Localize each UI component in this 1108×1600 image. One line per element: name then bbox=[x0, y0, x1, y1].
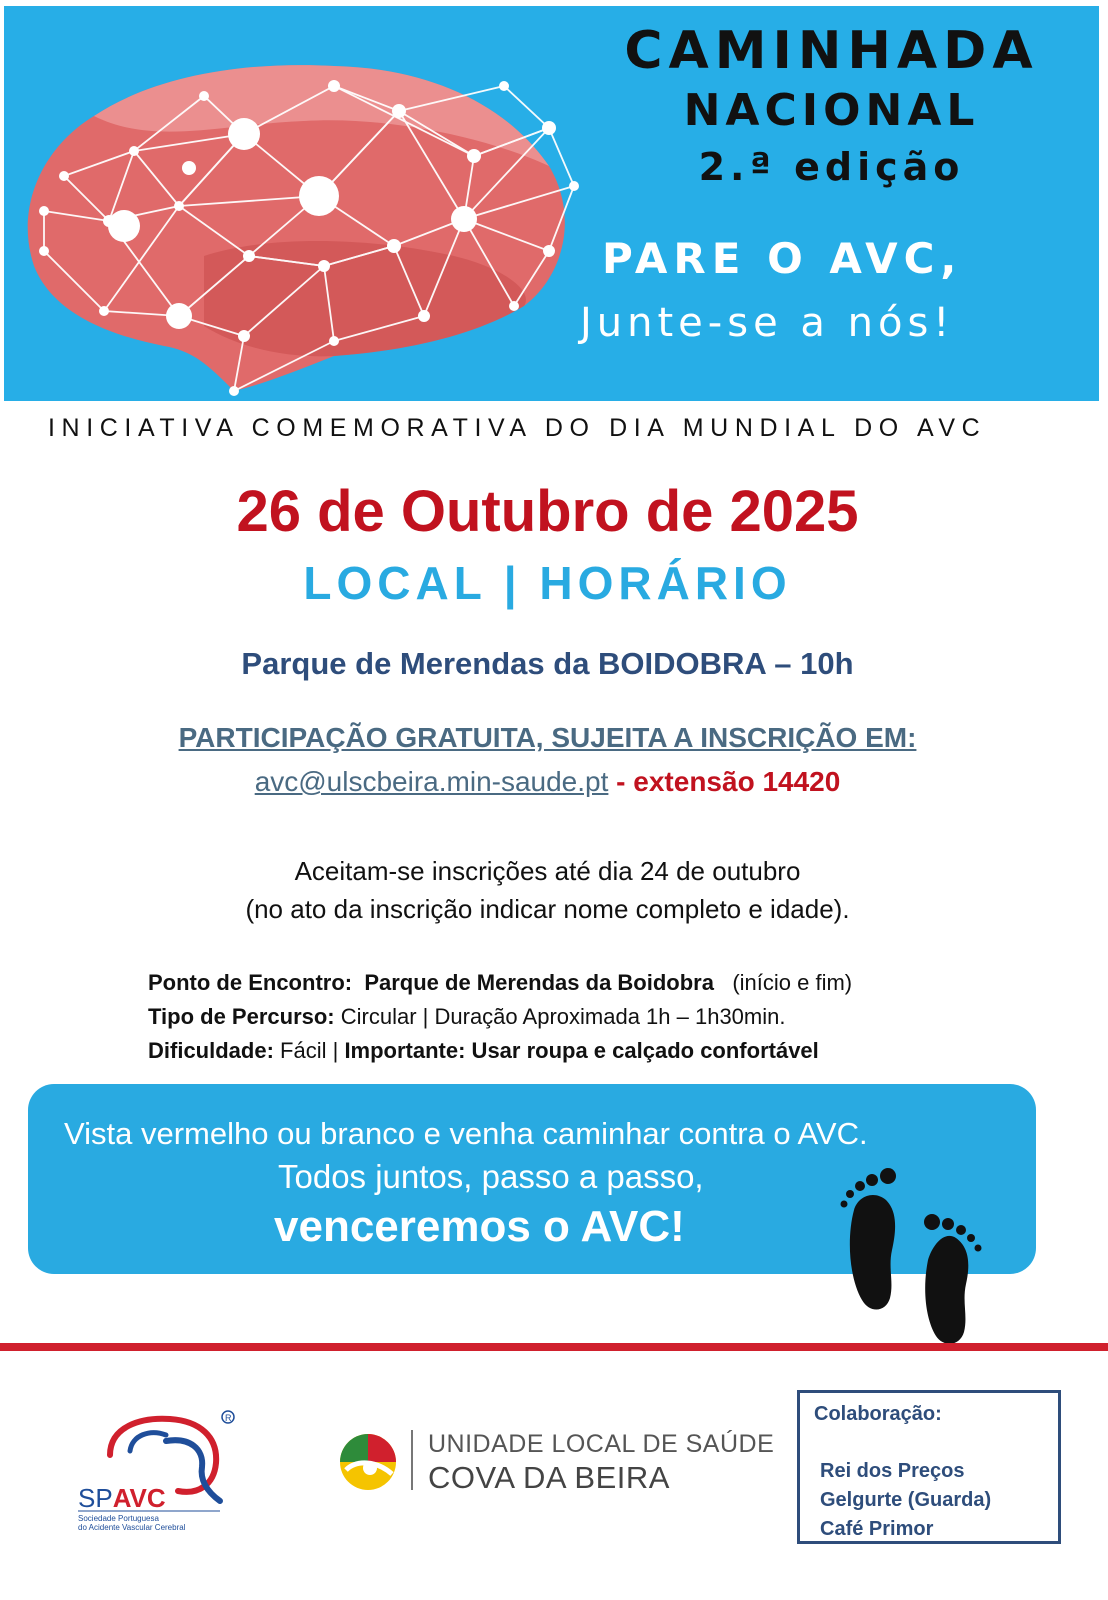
title-line-1: CAMINHADA bbox=[624, 21, 1039, 81]
title-line-2: NACIONAL bbox=[683, 85, 980, 136]
cta-line-2: Todos juntos, passo a passo, bbox=[278, 1158, 704, 1195]
uls-name-line-2: COVA DA BEIRA bbox=[428, 1460, 670, 1495]
spavc-brand-suffix: AVC bbox=[112, 1483, 166, 1513]
initiative-subtitle: INICIATIVA COMEMORATIVA DO DIA MUNDIAL DO AVC bbox=[48, 414, 987, 442]
route-type-label: Tipo de Percurso: bbox=[148, 1004, 335, 1029]
spavc-brand-prefix: SP bbox=[78, 1483, 113, 1513]
deadline-line-2: (no ato da inscrição indicar nome completo e idade). bbox=[245, 894, 850, 924]
title-line-3: 2.ª edição bbox=[698, 145, 965, 189]
registration-email-link[interactable]: avc@ulscbeira.min-saude.pt bbox=[254, 766, 609, 797]
local-horario-label: LOCAL | HORÁRIO bbox=[303, 557, 792, 609]
svg-text:R: R bbox=[225, 1413, 232, 1423]
brain-network-icon bbox=[4, 6, 604, 401]
meeting-point-value: Parque de Merendas da Boidobra bbox=[364, 970, 714, 995]
important-note: Importante: Usar roupa e calçado confortável bbox=[344, 1038, 819, 1063]
collaborator-item: Rei dos Preços bbox=[820, 1460, 965, 1482]
collaboration-title: Colaboração: bbox=[814, 1403, 942, 1425]
registration-heading-text: PARTICIPAÇÃO GRATUITA, SUJEITA A INSCRIÇÃO EM: bbox=[178, 722, 917, 753]
uls-logo-mark bbox=[336, 1430, 400, 1494]
header-banner bbox=[4, 6, 1099, 401]
footer-divider bbox=[0, 1343, 1108, 1351]
spavc-logo bbox=[70, 1405, 250, 1535]
route-type-value: Circular | Duração Aproximada 1h – 1h30min. bbox=[340, 1004, 786, 1029]
meeting-point-note: (início e fim) bbox=[732, 970, 853, 995]
event-title bbox=[564, 20, 1099, 194]
difficulty-value: Fácil | bbox=[280, 1038, 339, 1063]
uls-logo-separator bbox=[411, 1430, 413, 1490]
spavc-desc-2: do Acidente Vascular Cerebral bbox=[78, 1523, 186, 1532]
slogan-line-1: PARE O AVC, bbox=[602, 234, 963, 283]
meeting-point-row bbox=[148, 966, 852, 1000]
slogan-line-2: Junte-se a nós! bbox=[580, 300, 955, 346]
walk-details bbox=[148, 966, 852, 1068]
cta-line-1: Vista vermelho ou branco e venha caminhar contra o AVC. bbox=[64, 1116, 868, 1151]
registration-deadline bbox=[0, 852, 1095, 928]
collaborator-item: Café Primor bbox=[820, 1518, 934, 1540]
difficulty-row bbox=[148, 1034, 852, 1068]
event-date: 26 de Outubro de 2025 bbox=[236, 479, 859, 544]
footprints-icon bbox=[836, 1150, 1006, 1350]
deadline-line-1: Aceitam-se inscrições até dia 24 de outubro bbox=[294, 856, 801, 886]
cta-line-3: venceremos o AVC! bbox=[274, 1202, 685, 1251]
route-type-row bbox=[148, 1000, 852, 1034]
collaborator-list bbox=[820, 1457, 991, 1544]
registration-extension: - extensão 14420 bbox=[616, 766, 841, 797]
uls-name-line-1: UNIDADE LOCAL DE SAÚDE bbox=[428, 1430, 775, 1458]
registration-heading bbox=[0, 722, 1095, 754]
difficulty-label: Dificuldade: bbox=[148, 1038, 274, 1063]
collaboration-box bbox=[797, 1390, 1061, 1544]
collaborator-item: Gelgurte (Guarda) bbox=[820, 1489, 992, 1511]
meeting-point-label: Ponto de Encontro: bbox=[148, 970, 353, 995]
spavc-desc-1: Sociedade Portuguesa bbox=[78, 1514, 159, 1523]
event-place: Parque de Merendas da BOIDOBRA – 10h bbox=[241, 646, 854, 681]
registration-contact bbox=[0, 766, 1095, 798]
svg-text:SPAVC bbox=[78, 1483, 166, 1513]
